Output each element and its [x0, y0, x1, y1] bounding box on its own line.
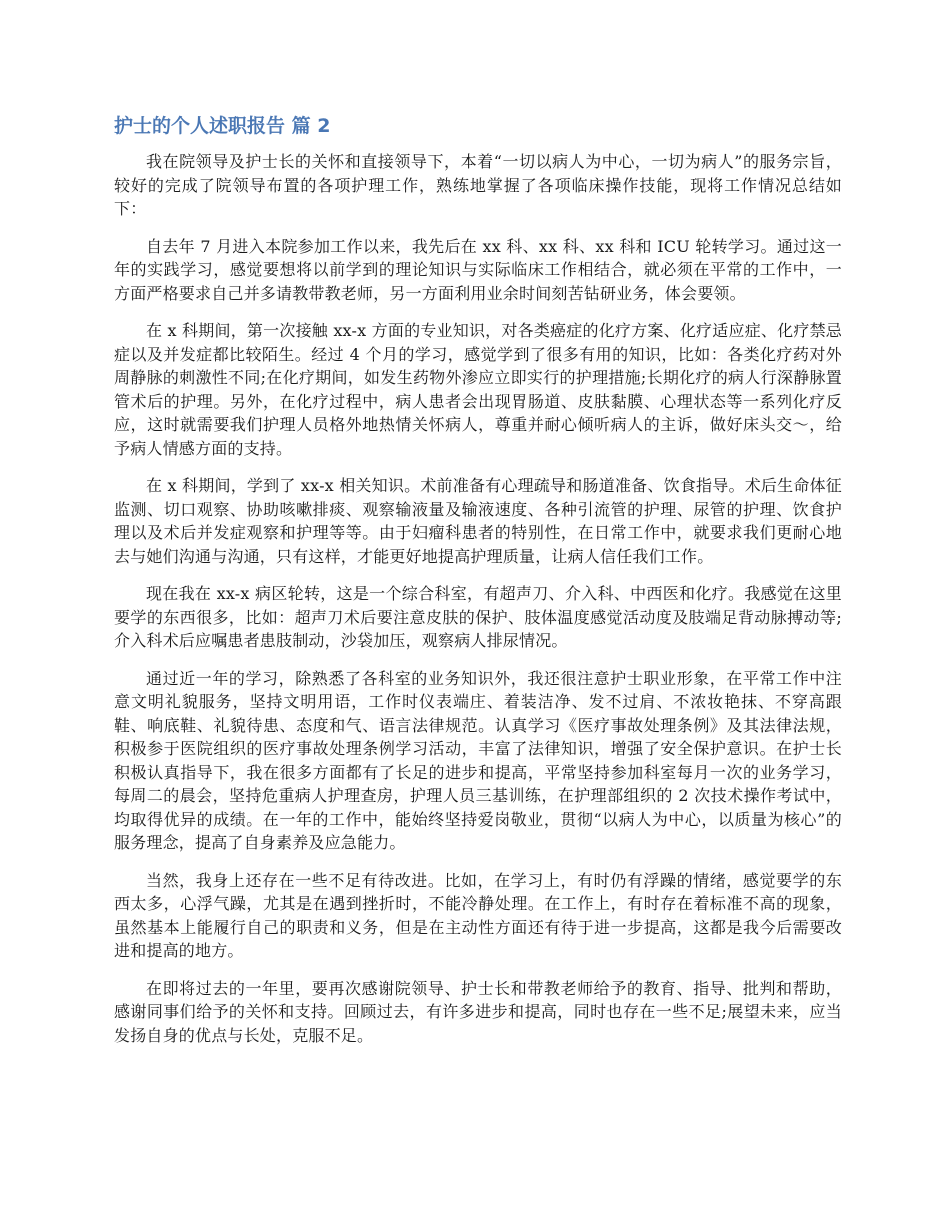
paragraph-conclusion: 在即将过去的一年里，要再次感谢院领导、护士长和带教老师给予的教育、指导、批判和帮助，感谢同事们给予的关怀和支持。回顾过去，有许多进步和提高，同时也存在一些不足;展望未来，应当发扬自身的优点与长处，克服不足。 — [114, 978, 842, 1045]
paragraph-current-ward: 现在我在 xx-x 病区轮转，这是一个综合科室，有超声刀、介入科、中西医和化疗。我感觉在这里要学的东西很多，比如：超声刀术后要注意皮肤的保护、肢体温度感觉活动度及肢端足背动脉搏动等;介入科术后应嘱患者患肢制动，沙袋加压，观察病人排尿情况。 — [114, 584, 842, 650]
paragraph-surgery-dept: 在 x 科期间，学到了 xx-x 相关知识。术前准备有心理疏导和肠道准备、饮食指导。术后生命体征监测、切口观察、协助咳嗽排痰、观察输液量及输液速度、各种引流管的护理、尿管的护理、饮食护理以及术后并发症观察和护理等等。由于妇瘤科患者的特别性，在日常工作中，就要求我们更耐心地去与她们沟通与沟通，只有这样，才能更好地提高护理质量，让病人信任我们工作。 — [114, 476, 842, 566]
document-page — [114, 112, 842, 1061]
paragraph-shortcomings: 当然，我身上还存在一些不足有待改进。比如，在学习上，有时仍有浮躁的情绪，感觉要学的东西太多，心浮气躁，尤其是在遇到挫折时，不能冷静处理。在工作上，有时存在着标准不高的现象，虽然基本上能履行自己的职责和义务，但是在主动性方面还有待于进一步提高，这都是我今后需要改进和提高的地方。 — [114, 870, 842, 960]
paragraph-rotation: 自去年 7 月进入本院参加工作以来，我先后在 xx 科、xx 科、xx 科和 ICU 轮转学习。通过这一年的实践学习，感觉要想将以前学到的理论知识与实际临床工作相结合，就必须在平常的工作中，一方面严格要求自己并多请教带教老师，另一方面利用业余时间刻苦钻研业务，体会要领。 — [114, 236, 842, 303]
paragraph-professional-image: 通过近一年的学习，除熟悉了各科室的业务知识外，我还很注意护士职业形象，在平常工作中注意文明礼貌服务，坚持文明用语，工作时仪表端庄、着装洁净、发不过肩、不浓妆艳抹、不穿高跟鞋、响底鞋、礼貌待患、态度和气、语言法律规范。认真学习《医疗事故处理条例》及其法律法规，积极参于医院组织的医疗事故处理条例学习活动，丰富了法律知识，增强了安全保护意识。在护士长积极认真指导下，我在很多方面都有了长足的进步和提高，平常坚持参加科室每月一次的业务学习，每周二的晨会，坚持危重病人护理查房，护理人员三基训练，在护理部组织的 2 次技术操作考试中，均取得优异的成绩。在一年的工作中，能始终坚持爱岗敬业，贯彻“以病人为中心，以质量为核心”的服务理念，提高了自身素养及应急能力。 — [114, 668, 842, 852]
paragraph-chemo-dept: 在 x 科期间，第一次接触 xx-x 方面的专业知识，对各类癌症的化疗方案、化疗适应症、化疗禁忌症以及并发症都比较陌生。经过 4 个月的学习，感觉学到了很多有用的知识，比如：各类化疗药对外周静脉的刺激性不同;在化疗期间，如发生药物外渗应立即实行的护理措施;长期化疗的病人行深静脉置管术后的护理。另外，在化疗过程中，病人患者会出现胃肠道、皮肤黏膜、心理状态等一系列化疗反应，这时就需要我们护理人员格外地热情关怀病人，尊重并耐心倾听病人的主诉，做好床头交～，给予病人情感方面的支持。 — [114, 321, 842, 458]
document-title: 护士的个人述职报告 篇 2 — [114, 115, 331, 137]
paragraph-intro: 我在院领导及护士长的关怀和直接领导下，本着“一切以病人为中心，一切为病人”的服务宗旨，较好的完成了院领导布置的各项护理工作，熟练地掌握了各项临床操作技能，现将工作情况总结如下： — [114, 152, 842, 218]
